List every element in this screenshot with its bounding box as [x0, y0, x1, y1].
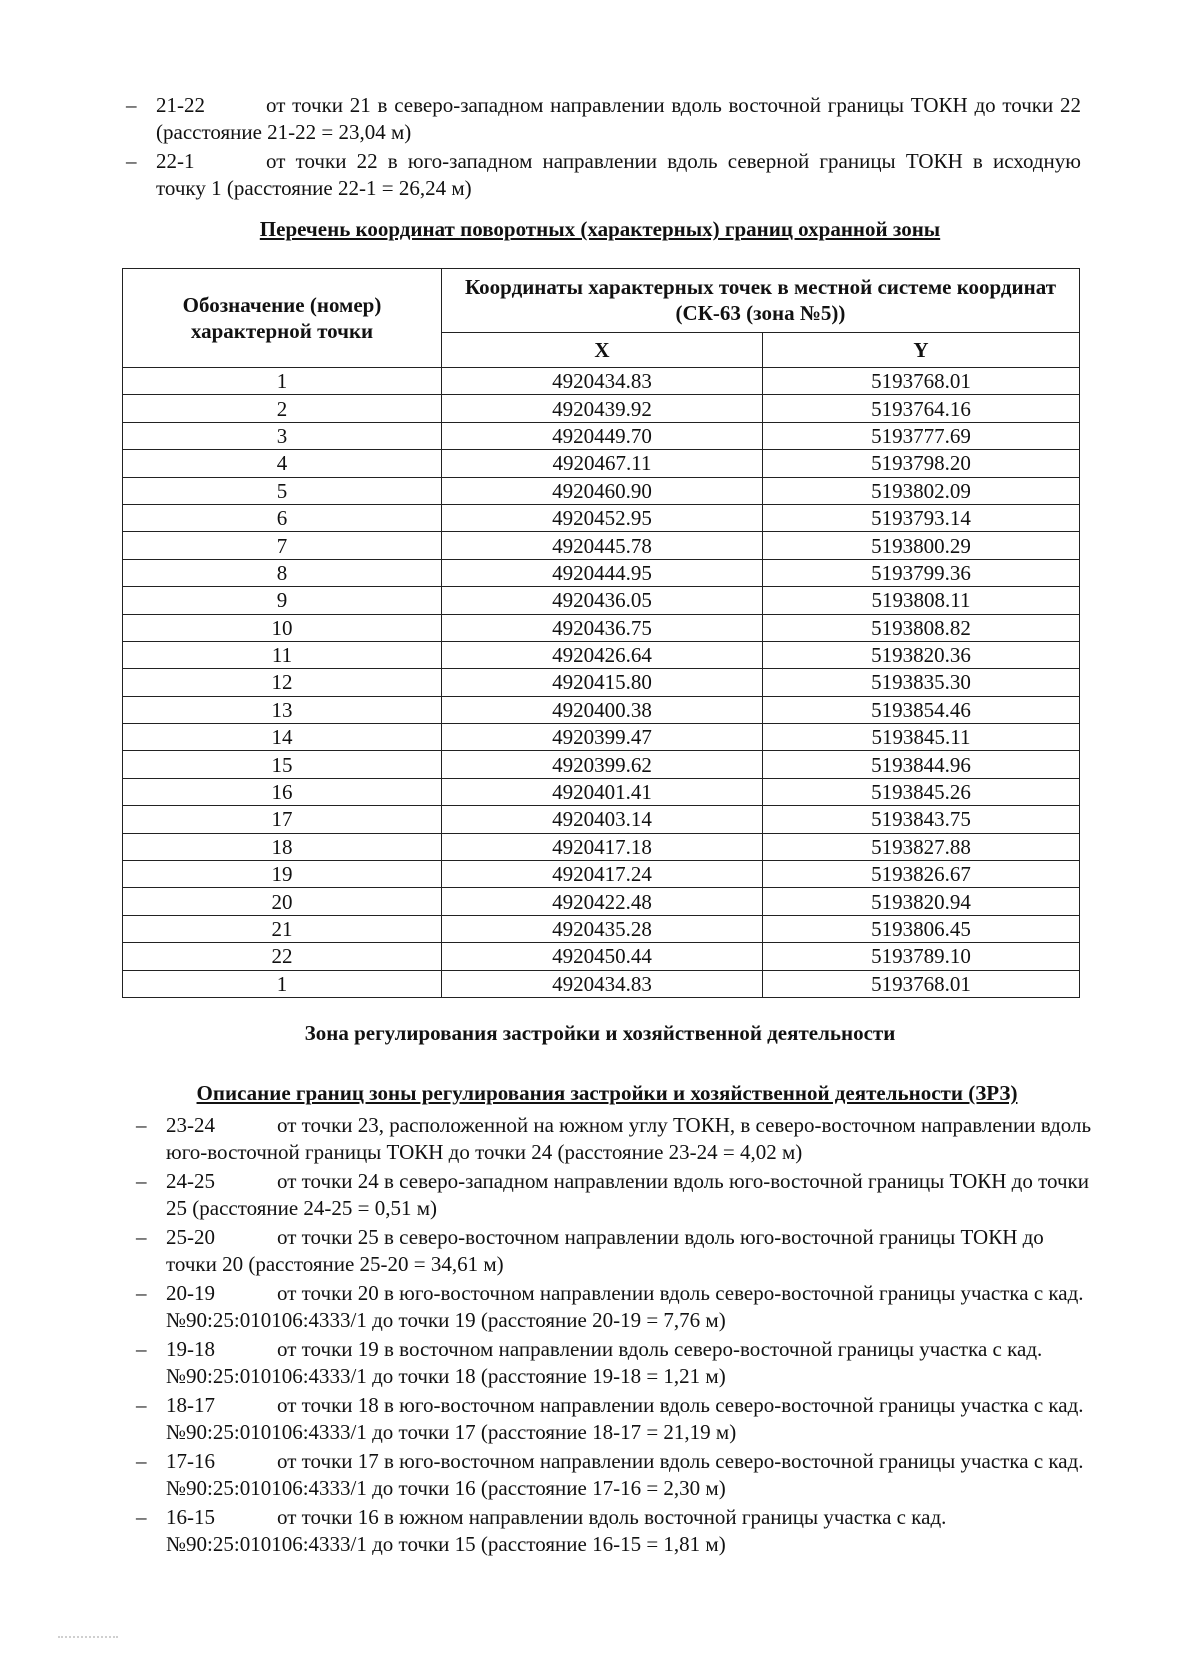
x-coordinate-cell: 4920436.75	[442, 614, 763, 641]
list-dash: –	[136, 1337, 147, 1361]
y-coordinate-cell: 5193764.16	[763, 395, 1080, 422]
y-coordinate-cell: 5193845.11	[763, 724, 1080, 751]
segment-description: от точки 24 в северо-западном направлении вдоль юго-восточной границы ТОКН до точки 25 (расстояние 24-25 = 0,51 м)	[166, 1169, 1089, 1220]
point-number-cell: 13	[123, 696, 442, 723]
y-coordinate-cell: 5193845.26	[763, 778, 1080, 805]
segment-code: 25-20	[166, 1225, 215, 1249]
list-item	[136, 1168, 1096, 1222]
segment-description: от точки 21 в северо-западном направлении вдоль восточной границы ТОКН до точки 22 (расстояние 21-22 = 23,04 м)	[156, 93, 1081, 144]
list-dash: –	[126, 93, 137, 117]
zone-heading: Зона регулирования застройки и хозяйственной деятельности	[304, 1021, 896, 1045]
segment-code: 17-16	[166, 1449, 215, 1473]
table-row	[123, 724, 1080, 751]
table-row	[123, 778, 1080, 805]
point-number-cell: 14	[123, 724, 442, 751]
y-coordinate-cell: 5193827.88	[763, 833, 1080, 860]
y-coordinate-cell: 5193844.96	[763, 751, 1080, 778]
table-row	[123, 587, 1080, 614]
x-coordinate-cell: 4920434.83	[442, 368, 763, 395]
y-coordinate-cell: 5193843.75	[763, 806, 1080, 833]
y-coordinate-cell: 5193854.46	[763, 696, 1080, 723]
y-coordinate-cell: 5193793.14	[763, 504, 1080, 531]
header-point-number: Обозначение (номер) характерной точки	[123, 269, 442, 368]
y-coordinate-cell: 5193806.45	[763, 915, 1080, 942]
y-coordinate-cell: 5193799.36	[763, 559, 1080, 586]
segment-description: от точки 23, расположенной на южном углу ТОКН, в северо-восточном направлении вдоль юго-восточной границы ТОКН до точки 24 (расстояние 23-24 = 4,02 м)	[166, 1113, 1092, 1164]
table-row	[123, 669, 1080, 696]
table-row	[123, 861, 1080, 888]
x-coordinate-cell: 4920400.38	[442, 696, 763, 723]
table-row	[123, 806, 1080, 833]
y-coordinate-cell: 5193802.09	[763, 477, 1080, 504]
x-coordinate-cell: 4920452.95	[442, 504, 763, 531]
segment-description: от точки 20 в юго-восточном направлении вдоль северо-восточной границы участка с кад. №90:25:010106:4333/1 до точки 19 (расстояние 20-19 = 7,76 м)	[166, 1281, 1084, 1332]
segment-description: от точки 22 в юго-западном направлении вдоль северной границы ТОКН в исходную точку 1 (расстояние 22-1 = 26,24 м)	[156, 149, 1081, 200]
y-coordinate-cell: 5193808.82	[763, 614, 1080, 641]
table-row	[123, 395, 1080, 422]
point-number-cell: 1	[123, 970, 442, 997]
point-number-cell: 10	[123, 614, 442, 641]
list-item	[136, 1336, 1096, 1390]
coordinates-table-body	[123, 368, 1080, 998]
list-dash: –	[136, 1505, 147, 1529]
list-item	[136, 1112, 1096, 1166]
point-number-cell: 20	[123, 888, 442, 915]
y-coordinate-cell: 5193820.94	[763, 888, 1080, 915]
point-number-cell: 18	[123, 833, 442, 860]
y-coordinate-cell: 5193768.01	[763, 368, 1080, 395]
point-number-cell: 8	[123, 559, 442, 586]
x-coordinate-cell: 4920445.78	[442, 532, 763, 559]
point-number-cell: 11	[123, 641, 442, 668]
intro-list	[126, 92, 1081, 204]
table-row	[123, 915, 1080, 942]
table-title: Перечень координат поворотных (характерных) границ охранной зоны	[259, 217, 941, 241]
point-number-cell: 4	[123, 450, 442, 477]
y-coordinate-cell: 5193777.69	[763, 422, 1080, 449]
table-row	[123, 751, 1080, 778]
table-row	[123, 888, 1080, 915]
y-coordinate-cell: 5193768.01	[763, 970, 1080, 997]
segment-description: от точки 18 в юго-восточном направлении вдоль северо-восточной границы участка с кад. №90:25:010106:4333/1 до точки 17 (расстояние 18-17 = 21,19 м)	[166, 1393, 1084, 1444]
segment-description: от точки 25 в северо-восточном направлении вдоль юго-восточной границы ТОКН до точки 20 (расстояние 25-20 = 34,61 м)	[166, 1225, 1044, 1276]
point-number-cell: 3	[123, 422, 442, 449]
x-coordinate-cell: 4920426.64	[442, 641, 763, 668]
table-row	[123, 504, 1080, 531]
list-dash: –	[136, 1113, 147, 1137]
x-coordinate-cell: 4920401.41	[442, 778, 763, 805]
table-row	[123, 368, 1080, 395]
segment-code: 21-22	[156, 93, 205, 117]
point-number-cell: 21	[123, 915, 442, 942]
x-coordinate-cell: 4920417.24	[442, 861, 763, 888]
segment-description: от точки 17 в юго-восточном направлении вдоль северо-восточной границы участка с кад. №90:25:010106:4333/1 до точки 16 (расстояние 17-16 = 2,30 м)	[166, 1449, 1084, 1500]
header-x: X	[442, 332, 763, 367]
point-number-cell: 12	[123, 669, 442, 696]
table-row	[123, 696, 1080, 723]
list-item	[126, 148, 1081, 202]
point-number-cell: 6	[123, 504, 442, 531]
point-number-cell: 16	[123, 778, 442, 805]
x-coordinate-cell: 4920435.28	[442, 915, 763, 942]
point-number-cell: 15	[123, 751, 442, 778]
point-number-cell: 22	[123, 943, 442, 970]
point-number-cell: 2	[123, 395, 442, 422]
coordinates-table	[122, 268, 1080, 998]
x-coordinate-cell: 4920450.44	[442, 943, 763, 970]
table-row	[123, 943, 1080, 970]
x-coordinate-cell: 4920417.18	[442, 833, 763, 860]
segment-code: 20-19	[166, 1281, 215, 1305]
x-coordinate-cell: 4920403.14	[442, 806, 763, 833]
table-row	[123, 477, 1080, 504]
y-coordinate-cell: 5193826.67	[763, 861, 1080, 888]
list-item	[136, 1504, 1096, 1558]
table-row	[123, 450, 1080, 477]
segment-description: от точки 19 в восточном направлении вдоль северо-восточной границы участка с кад. №90:25:010106:4333/1 до точки 18 (расстояние 19-18 = 1,21 м)	[166, 1337, 1043, 1388]
point-number-cell: 1	[123, 368, 442, 395]
list-dash: –	[136, 1225, 147, 1249]
point-number-cell: 17	[123, 806, 442, 833]
list-item	[136, 1448, 1096, 1502]
x-coordinate-cell: 4920434.83	[442, 970, 763, 997]
x-coordinate-cell: 4920460.90	[442, 477, 763, 504]
list-dash: –	[126, 149, 137, 173]
list-item	[136, 1224, 1096, 1278]
list-item	[136, 1392, 1096, 1446]
x-coordinate-cell: 4920399.47	[442, 724, 763, 751]
x-coordinate-cell: 4920415.80	[442, 669, 763, 696]
header-y: Y	[763, 332, 1080, 367]
point-number-cell: 9	[123, 587, 442, 614]
x-coordinate-cell: 4920444.95	[442, 559, 763, 586]
table-row	[123, 833, 1080, 860]
point-number-cell: 19	[123, 861, 442, 888]
segment-code: 19-18	[166, 1337, 215, 1361]
point-number-cell: 5	[123, 477, 442, 504]
segment-code: 22-1	[156, 149, 195, 173]
scan-artifact	[58, 1636, 118, 1641]
x-coordinate-cell: 4920436.05	[442, 587, 763, 614]
x-coordinate-cell: 4920439.92	[442, 395, 763, 422]
y-coordinate-cell: 5193789.10	[763, 943, 1080, 970]
segment-code: 18-17	[166, 1393, 215, 1417]
list-item	[126, 92, 1081, 146]
table-row	[123, 641, 1080, 668]
table-row	[123, 559, 1080, 586]
point-number-cell: 7	[123, 532, 442, 559]
zrz-list	[136, 1112, 1096, 1560]
segment-description: от точки 16 в южном направлении вдоль восточной границы участка с кад. №90:25:010106:4333/1 до точки 15 (расстояние 16-15 = 1,81 м)	[166, 1505, 947, 1556]
list-dash: –	[136, 1449, 147, 1473]
segment-code: 24-25	[166, 1169, 215, 1193]
segment-code: 23-24	[166, 1113, 215, 1137]
y-coordinate-cell: 5193808.11	[763, 587, 1080, 614]
list-dash: –	[136, 1169, 147, 1193]
x-coordinate-cell: 4920422.48	[442, 888, 763, 915]
zrz-title: Описание границ зоны регулирования застройки и хозяйственной деятельности (ЗРЗ)	[196, 1081, 1018, 1105]
table-row	[123, 970, 1080, 997]
table-row	[123, 422, 1080, 449]
list-dash: –	[136, 1281, 147, 1305]
x-coordinate-cell: 4920399.62	[442, 751, 763, 778]
y-coordinate-cell: 5193835.30	[763, 669, 1080, 696]
list-dash: –	[136, 1393, 147, 1417]
y-coordinate-cell: 5193798.20	[763, 450, 1080, 477]
x-coordinate-cell: 4920467.11	[442, 450, 763, 477]
table-row	[123, 614, 1080, 641]
segment-code: 16-15	[166, 1505, 215, 1529]
x-coordinate-cell: 4920449.70	[442, 422, 763, 449]
list-item	[136, 1280, 1096, 1334]
y-coordinate-cell: 5193820.36	[763, 641, 1080, 668]
y-coordinate-cell: 5193800.29	[763, 532, 1080, 559]
header-coordinates: Координаты характерных точек в местной системе координат (СК-63 (зона №5))	[442, 269, 1080, 333]
table-row	[123, 532, 1080, 559]
